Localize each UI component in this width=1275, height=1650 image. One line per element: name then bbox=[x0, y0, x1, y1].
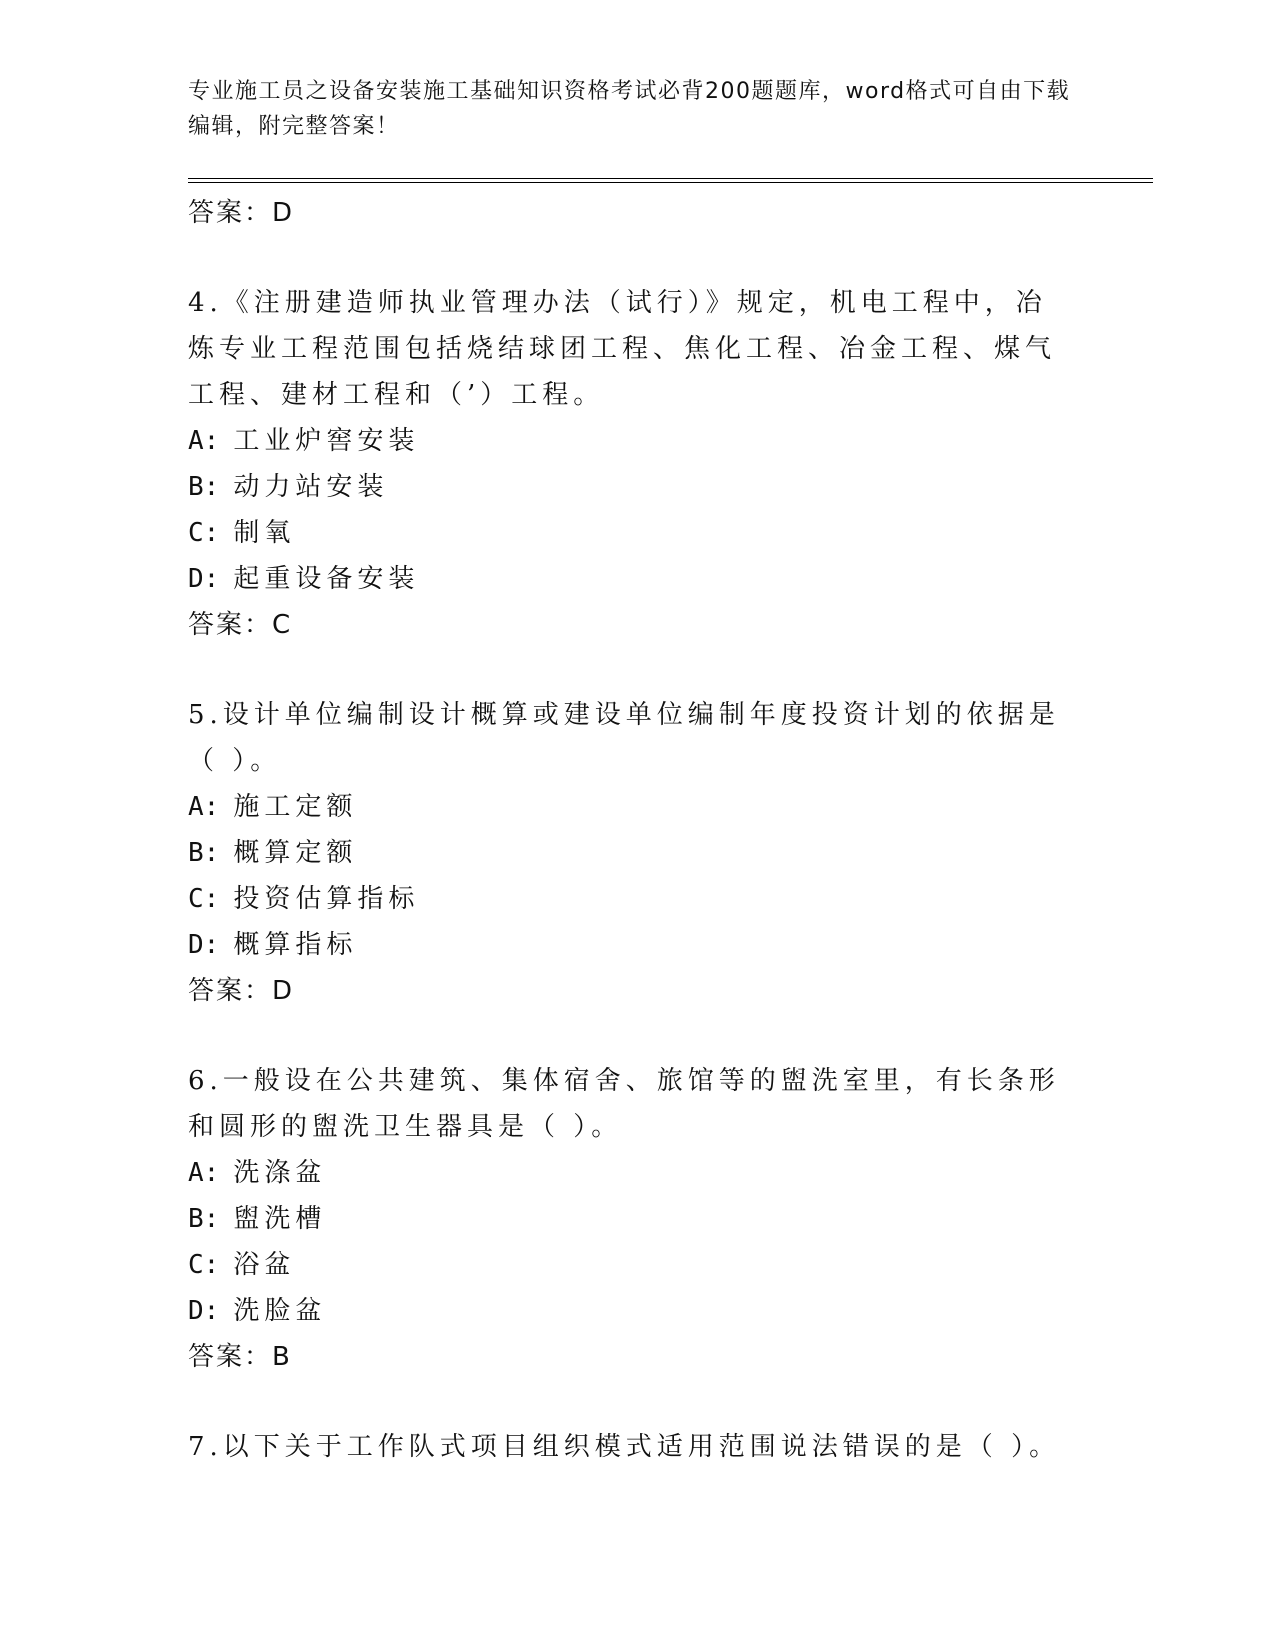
option-d bbox=[188, 922, 1068, 968]
option-text: 概算指标 bbox=[233, 930, 358, 960]
option-text: 投资估算指标 bbox=[233, 884, 420, 914]
document-body bbox=[188, 190, 1068, 1470]
answer-line: 答案：C bbox=[188, 610, 293, 640]
option-letter: A: bbox=[188, 792, 220, 822]
question-6 bbox=[188, 1058, 1068, 1380]
option-letter: D: bbox=[188, 930, 220, 960]
option-letter: B: bbox=[188, 838, 220, 868]
option-a bbox=[188, 418, 1068, 464]
header-divider-line bbox=[188, 178, 1153, 179]
option-letter: A: bbox=[188, 1158, 220, 1188]
option-text: 浴盆 bbox=[233, 1250, 296, 1280]
option-text: 动力站安装 bbox=[233, 472, 389, 502]
option-text: 施工定额 bbox=[233, 792, 358, 822]
question-stem: 5.设计单位编制设计概算或建设单位编制年度投资计划的依据是（ ）。 bbox=[188, 700, 1060, 776]
option-text: 概算定额 bbox=[233, 838, 358, 868]
option-letter: B: bbox=[188, 1204, 220, 1234]
option-text: 洗脸盆 bbox=[233, 1296, 327, 1326]
option-letter: C: bbox=[188, 518, 220, 548]
option-c bbox=[188, 876, 1068, 922]
option-letter: D: bbox=[188, 564, 220, 594]
option-a bbox=[188, 1150, 1068, 1196]
option-a bbox=[188, 784, 1068, 830]
question-stem: 6.一般设在公共建筑、集体宿舍、旅馆等的盥洗室里，有长条形和圆形的盥洗卫生器具是（ ）。 bbox=[188, 1066, 1060, 1142]
option-letter: B: bbox=[188, 472, 220, 502]
question-stem: 4.《注册建造师执业管理办法（试行）》规定，机电工程中，冶炼专业工程范围包括烧结球团工程、焦化工程、冶金工程、煤气工程、建材工程和（’）工程。 bbox=[188, 288, 1057, 410]
option-b bbox=[188, 830, 1068, 876]
question-4 bbox=[188, 280, 1068, 648]
option-text: 工业炉窖安装 bbox=[233, 426, 420, 456]
option-c bbox=[188, 510, 1068, 556]
question-stem: 7.以下关于工作队式项目组织模式适用范围说法错误的是（ ）。 bbox=[188, 1432, 1061, 1462]
option-letter: D: bbox=[188, 1296, 220, 1326]
option-text: 盥洗槽 bbox=[233, 1204, 327, 1234]
option-text: 起重设备安装 bbox=[233, 564, 420, 594]
option-letter: C: bbox=[188, 884, 220, 914]
option-b bbox=[188, 464, 1068, 510]
page-header: 专业施工员之设备安装施工基础知识资格考试必背200题题库，word格式可自由下载编辑，附完整答案！ bbox=[188, 79, 1071, 139]
option-d bbox=[188, 556, 1068, 602]
option-c bbox=[188, 1242, 1068, 1288]
option-letter: C: bbox=[188, 1250, 220, 1280]
question-5 bbox=[188, 692, 1068, 1014]
answer-line: 答案：B bbox=[188, 1342, 292, 1372]
option-letter: A: bbox=[188, 426, 220, 456]
option-text: 洗涤盆 bbox=[233, 1158, 327, 1188]
option-text: 制氧 bbox=[233, 518, 296, 548]
header-divider-line-secondary bbox=[188, 182, 1153, 183]
answer-line: 答案：D bbox=[188, 976, 295, 1006]
question-7 bbox=[188, 1424, 1068, 1470]
option-b bbox=[188, 1196, 1068, 1242]
answer-line: 答案：D bbox=[188, 198, 295, 228]
option-d bbox=[188, 1288, 1068, 1334]
